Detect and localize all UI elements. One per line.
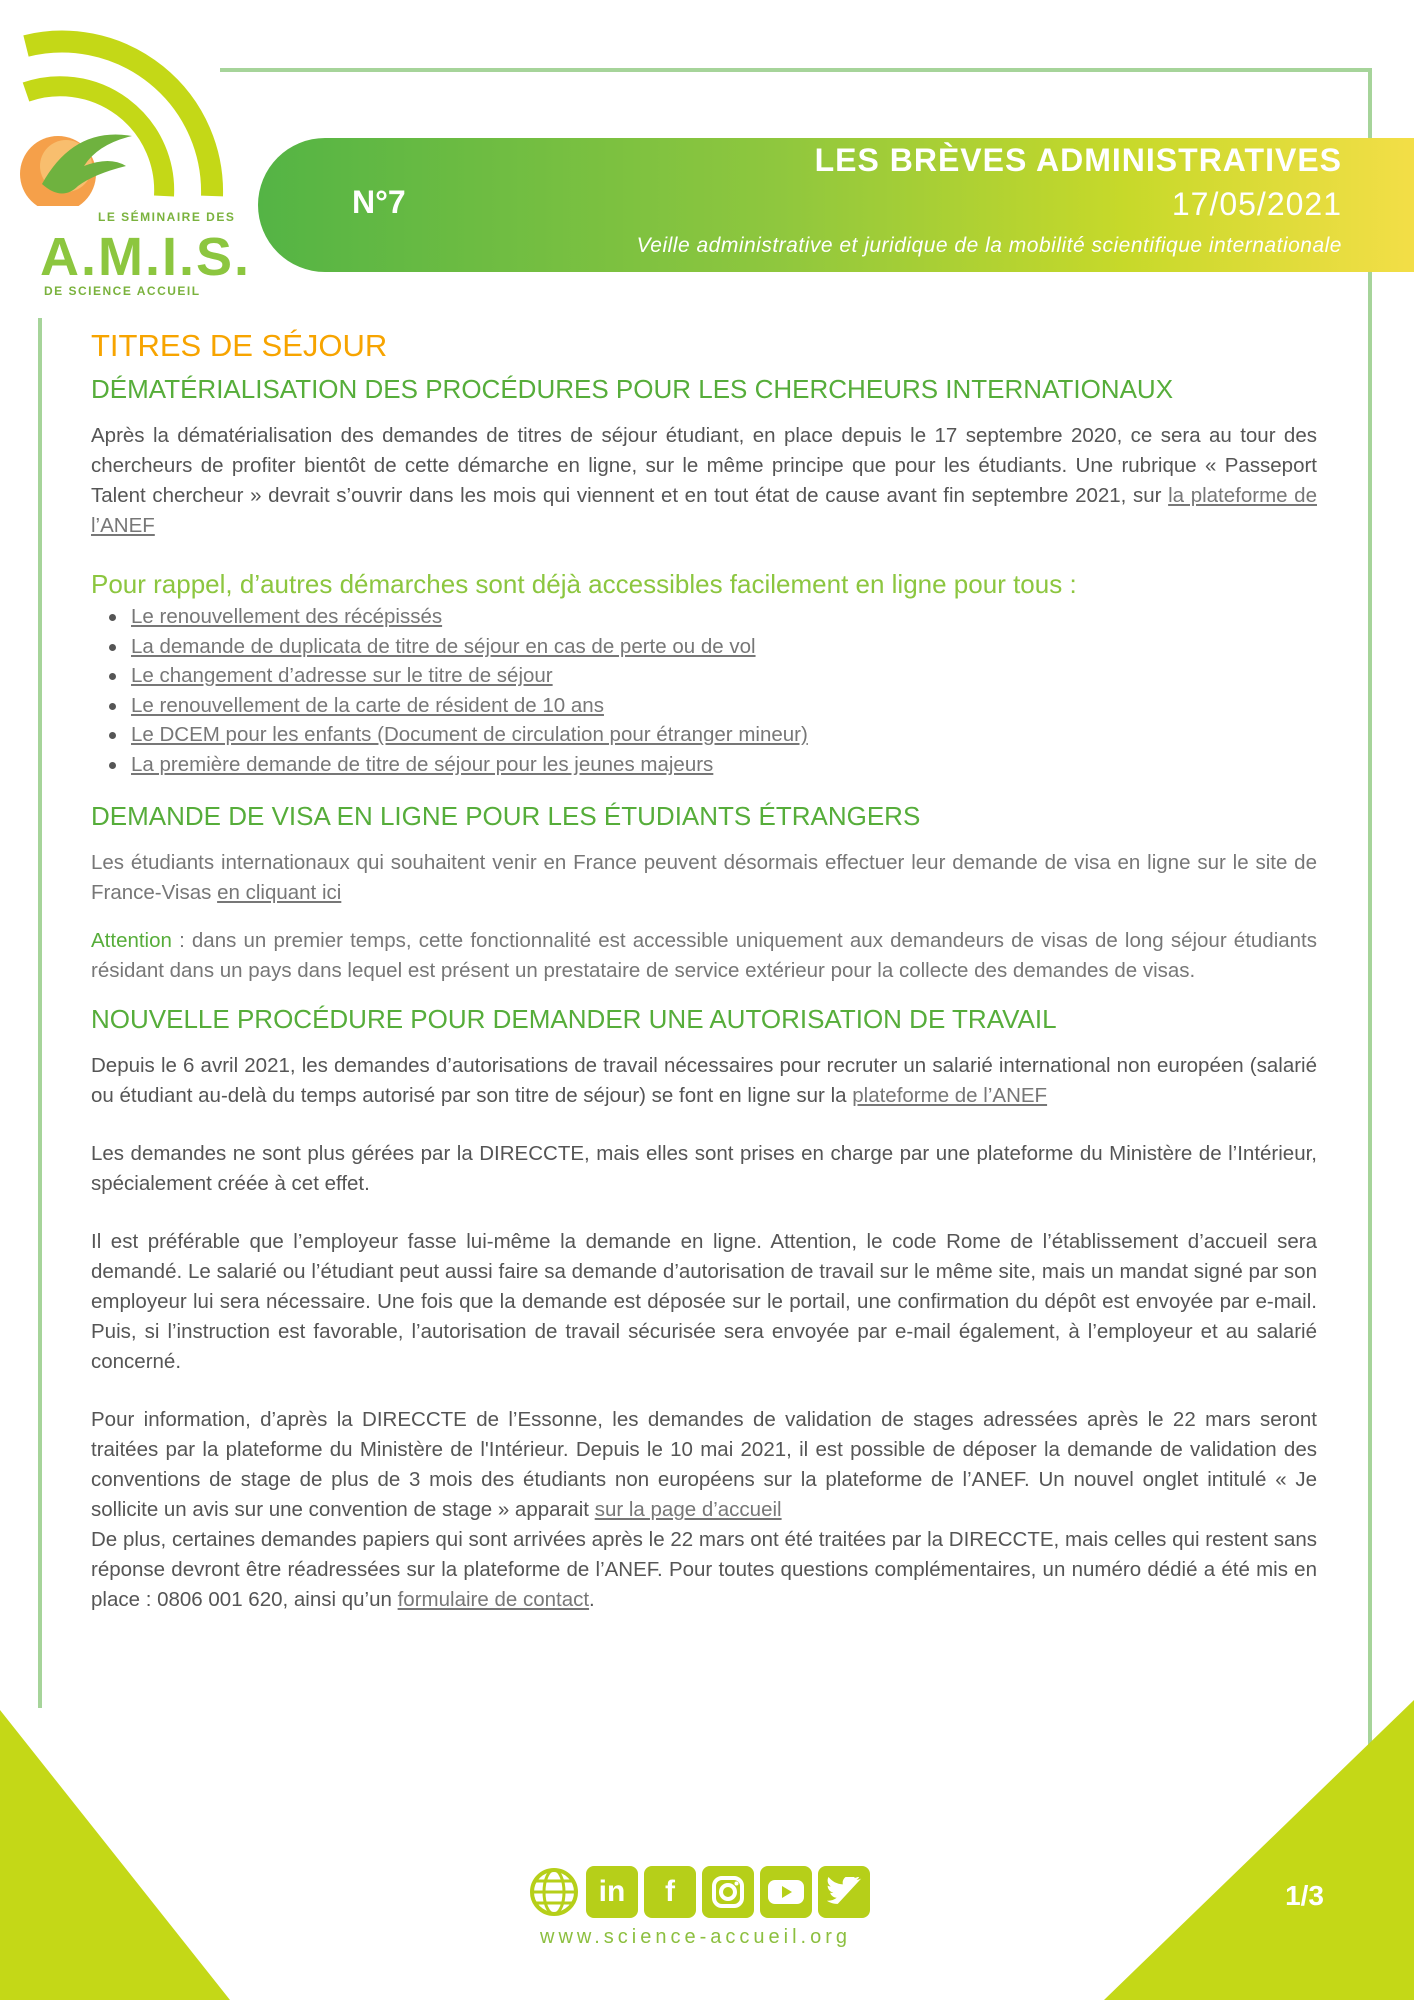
list-item[interactable]	[91, 661, 1317, 691]
article-paragraph	[91, 848, 1317, 908]
home-page-link[interactable]: sur la page d’accueil	[594, 1498, 782, 1521]
contact-form-link[interactable]: formulaire de contact	[397, 1588, 590, 1611]
article-paragraph	[91, 1405, 1317, 1525]
instagram-icon[interactable]	[702, 1866, 754, 1918]
frame-left-line	[38, 318, 42, 1708]
logo-top-line: LE SÉMINAIRE DES	[98, 210, 236, 224]
rappel-heading: Pour rappel, d’autres démarches sont déjà accessibles facilement en ligne pour tous :	[91, 569, 1077, 599]
attention-paragraph	[91, 926, 1317, 986]
frame-right-line	[1368, 68, 1372, 1790]
logo-bottom-line: DE SCIENCE ACCUEIL	[44, 284, 201, 298]
paragraph-text: Depuis le 6 avril 2021, les demandes d’autorisations de travail nécessaires pour recruter un salarié international non européen (salarié ou étudiant au-delà du temps autorisé par son titre de séjour) se font en ligne sur la	[91, 1054, 1317, 1107]
list-item[interactable]	[91, 691, 1317, 721]
france-visas-link[interactable]: en cliquant ici	[217, 881, 342, 904]
logo-name: A.M.I.S.	[40, 227, 252, 287]
page-number: 1/3	[1285, 1880, 1324, 1911]
list-item-link[interactable]: Le DCEM pour les enfants (Document de circulation pour étranger mineur)	[131, 723, 808, 746]
rappel-list	[91, 602, 1317, 779]
youtube-icon[interactable]	[760, 1866, 812, 1918]
article-title-dematerialisation: DÉMATÉRIALISATION DES PROCÉDURES POUR LES CHERCHEURS INTERNATIONAUX	[91, 374, 1174, 404]
issue-number: N°7	[352, 184, 406, 220]
paragraph-text: Les étudiants internationaux qui souhaitent venir en France peuvent désormais effectuer leur demande de visa en ligne sur le site de France-Visas	[91, 851, 1317, 904]
globe-icon[interactable]	[528, 1866, 580, 1918]
issue-date: 17/05/2021	[1171, 186, 1342, 222]
article-paragraph: Les demandes ne sont plus gérées par la DIRECCTE, mais elles sont prises en charge par une plateforme du Ministère de l’Intérieur, spécialement créée à cet effet.	[91, 1142, 1317, 1195]
list-item[interactable]	[91, 720, 1317, 750]
amis-logo	[14, 6, 252, 298]
paragraph-text: Après la dématérialisation des demandes de titres de séjour étudiant, en place depuis le 17 septembre 2020, ce sera au tour des chercheurs de profiter bientôt de cette démarche en ligne, sur le même principe que pour les étudiants. Une rubrique « Passeport Talent chercheur » devrait s’ouvrir dans les mois qui viennent et en tout état de cause avant fin septembre 2021, sur	[91, 424, 1317, 507]
article-title-autorisation: NOUVELLE PROCÉDURE POUR DEMANDER UNE AUTORISATION DE TRAVAIL	[91, 1004, 1057, 1034]
corner-decoration-right	[1104, 1700, 1414, 2000]
list-item-link[interactable]: La première demande de titre de séjour pour les jeunes majeurs	[131, 752, 714, 776]
list-item-link[interactable]: La demande de duplicata de titre de séjour en cas de perte ou de vol	[131, 634, 756, 658]
article-title-visa: DEMANDE DE VISA EN LIGNE POUR LES ÉTUDIANTS ÉTRANGERS	[91, 801, 921, 831]
list-item-link[interactable]: Le renouvellement de la carte de résident de 10 ans	[131, 693, 604, 717]
newsletter-subtitle: Veille administrative et juridique de la mobilité scientifique internationale	[636, 234, 1342, 257]
frame-top-line	[220, 68, 1372, 72]
header-banner	[258, 138, 1414, 272]
list-item-link[interactable]: Le changement d’adresse sur le titre de séjour	[131, 664, 553, 687]
paragraph-text: : dans un premier temps, cette fonctionnalité est accessible uniquement aux demandeurs de visas de long séjour étudiants résidant dans un pays dans lequel est présent un prestataire de service extérieur pour la collecte des demandes de visas.	[91, 929, 1317, 982]
article-paragraph	[91, 421, 1317, 541]
wifi-arcs-logo-icon	[14, 6, 224, 206]
article-paragraph: Il est préférable que l’employeur fasse lui-même la demande en ligne. Attention, le code Rome de l’établissement d’accueil sera demandé. Le salarié ou l’étudiant peut aussi faire sa demande d’autorisation de travail sur le même site, mais un mandat signé par son employeur lui sera nécessaire. Une fois que la demande est déposée sur le portail, une confirmation du dépôt est envoyée par e-mail. Puis, si l’instruction est favorable, l’autorisation de travail sécurisée sera envoyée par e-mail également, à l’employeur et au salarié concerné.	[91, 1230, 1317, 1373]
linkedin-icon[interactable]: in	[586, 1866, 638, 1918]
list-item[interactable]	[91, 602, 1317, 632]
paragraph-text: Pour information, d’après la DIRECCTE de l’Essonne, les demandes de validation de stages adressées après le 22 mars seront traitées par la plateforme du Ministère de l'Intérieur. Depuis le 10 mai 2021, il est possible de déposer la demande de validation des conventions de stage de plus de 3 mois des étudiants non européens sur la plateforme de l’ANEF. Un nouvel onglet intitulé « Je sollicite un avis sur une convention de stage » apparait	[91, 1408, 1317, 1521]
corner-decoration-left	[0, 1710, 230, 2000]
list-item[interactable]	[91, 632, 1317, 662]
main-content	[91, 328, 1317, 1633]
anef-platform-link[interactable]: la plateforme de l’ANEF	[91, 484, 1317, 537]
anef-platform-link[interactable]: plateforme de l’ANEF	[852, 1084, 1048, 1107]
article-paragraph	[91, 1051, 1317, 1111]
facebook-icon[interactable]: f	[644, 1866, 696, 1918]
website-url[interactable]: www.science-accueil.org	[540, 1926, 851, 1948]
attention-label: Attention	[91, 929, 172, 952]
list-item[interactable]	[91, 750, 1317, 780]
section-title: TITRES DE SÉJOUR	[91, 328, 388, 363]
paragraph-text: De plus, certaines demandes papiers qui sont arrivées après le 22 mars ont été traitées par la DIRECCTE, mais celles qui restent sans réponse devront être réadressées sur la plateforme de l’ANEF. Pour toutes questions complémentaires, un numéro dédié a été mis en place : 0806 001 620, ainsi qu’un	[91, 1528, 1317, 1611]
list-item-link[interactable]: Le renouvellement des récépissés	[131, 605, 443, 628]
paragraph-end: .	[589, 1588, 595, 1611]
newsletter-title: LES BRÈVES ADMINISTRATIVES	[814, 142, 1342, 178]
twitter-icon[interactable]	[818, 1866, 870, 1918]
article-paragraph	[91, 1525, 1317, 1615]
social-icons	[528, 1866, 870, 1922]
